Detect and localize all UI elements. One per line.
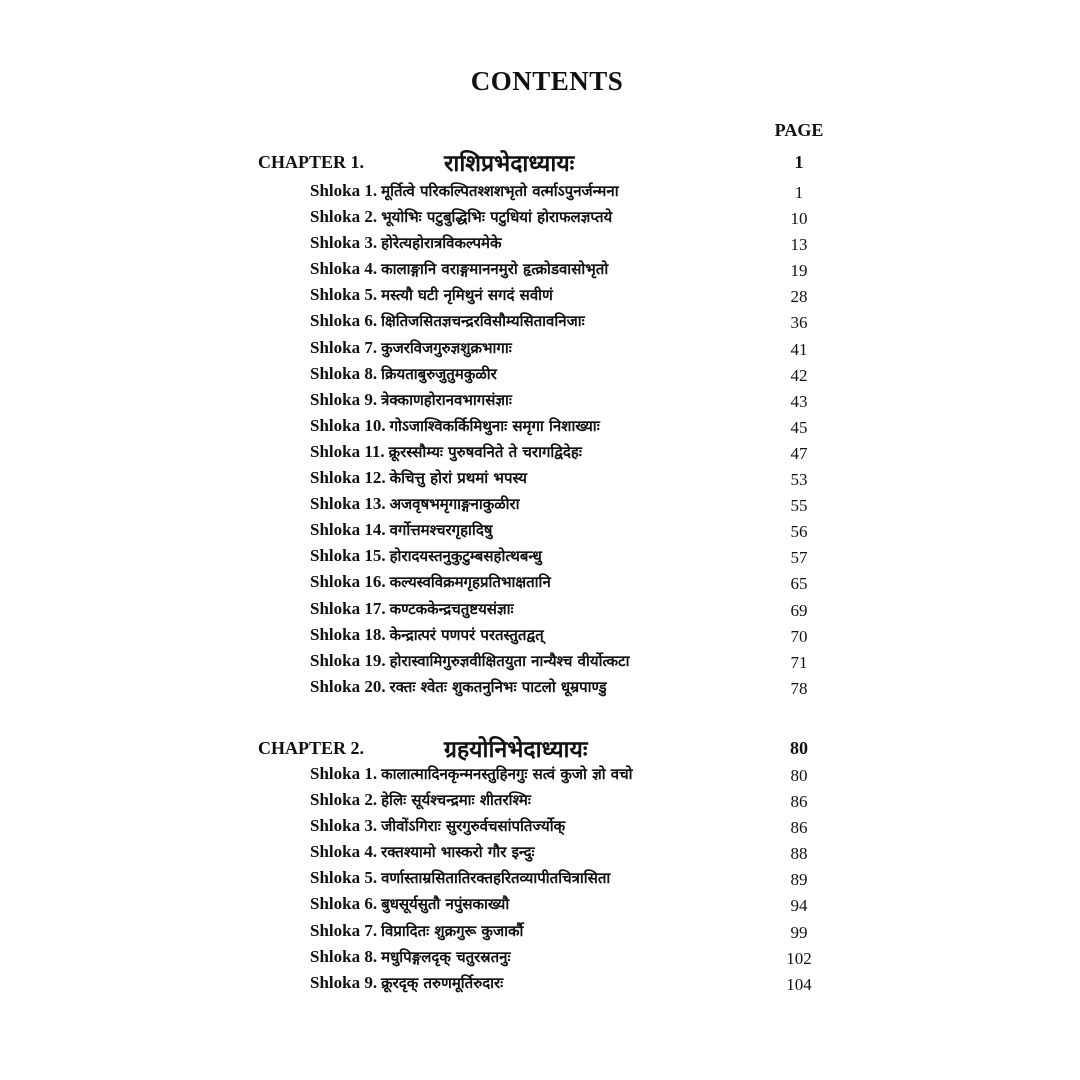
shloka-entry: [310, 207, 850, 233]
shloka-entry: [310, 546, 850, 572]
shloka-text: कण्टककेन्द्रचतुष्टयसंज्ञाः: [389, 599, 514, 618]
shloka-entry: [310, 181, 850, 207]
chapter-title: ग्रहयोनिभेदाध्यायः: [444, 737, 588, 763]
shloka-number: Shloka 12.: [310, 468, 386, 488]
shloka-number: Shloka 4.: [310, 842, 378, 862]
shloka-text: केचित्तु होरां प्रथमां भपस्य: [389, 469, 528, 488]
shloka-number: Shloka 8.: [310, 946, 378, 966]
shloka-entry: [310, 947, 850, 973]
shloka-number: Shloka 3.: [310, 816, 378, 836]
shloka-entry: [310, 285, 850, 311]
shloka-number: Shloka 1.: [310, 764, 378, 783]
shloka-text: वर्गोत्तमश्चरगृहादिषु: [389, 521, 493, 540]
shloka-number: Shloka 5.: [310, 868, 378, 888]
shloka-text: गोऽजाश्विकर्किमिथुनाः समृगा निशाख्याः: [389, 416, 600, 435]
shloka-number: Shloka 7.: [310, 920, 378, 940]
shloka-list: [310, 181, 850, 703]
shloka-number: Shloka 9.: [310, 389, 378, 409]
shloka-page-number: 10: [790, 209, 808, 229]
shloka-page-number: 28: [790, 287, 808, 307]
shloka-page-number: 99: [790, 922, 808, 942]
shloka-page-number: 102: [786, 948, 812, 968]
shloka-number: Shloka 7.: [310, 337, 378, 357]
shloka-number: Shloka 4.: [310, 259, 378, 279]
shloka-page-number: 55: [790, 496, 808, 516]
shloka-number: Shloka 10.: [310, 415, 386, 435]
shloka-entry: [310, 390, 850, 416]
shloka-number: Shloka 8.: [310, 363, 378, 383]
shloka-text: क्रूरदृक् तरुणमूर्तिरुदारः: [381, 973, 504, 992]
chapter-title: राशिप्रभेदाध्यायः: [444, 151, 575, 177]
shloka-number: Shloka 5.: [310, 285, 378, 305]
shloka-entry: [310, 468, 850, 494]
shloka-entry: [310, 520, 850, 546]
shloka-page-number: 47: [790, 443, 808, 463]
shloka-entry: [310, 816, 850, 842]
shloka-page-number: 36: [790, 313, 808, 333]
shloka-text: होरास्वामिगुरुज्ञवीक्षितयुता नान्यैश्च वीर्योत्कटा: [389, 651, 630, 670]
chapter-label: CHAPTER 2.: [258, 738, 365, 758]
shloka-number: Shloka 13.: [310, 494, 386, 514]
shloka-entry: [310, 625, 850, 651]
shloka-number: Shloka 2.: [310, 790, 378, 810]
shloka-page-number: 86: [790, 792, 808, 812]
chapter-page-number: 1: [794, 152, 804, 172]
chapter-label: CHAPTER 1.: [258, 152, 365, 172]
shloka-page-number: 80: [790, 766, 808, 785]
shloka-text: रक्तः श्वेतः शुकतनुनिभः पाटलो धूम्रपाण्डु: [389, 677, 607, 696]
shloka-number: Shloka 14.: [310, 520, 386, 540]
shloka-number: Shloka 20.: [310, 676, 386, 696]
shloka-entry: [310, 259, 850, 285]
shloka-page-number: 42: [790, 365, 808, 385]
shloka-page-number: 88: [790, 844, 808, 864]
shloka-number: Shloka 1.: [310, 181, 378, 200]
shloka-text: कुजरविजगुरुज्ञशुक्रभागाः: [381, 338, 512, 357]
shloka-entry: [310, 677, 850, 703]
shloka-text: होरेत्यहोरात्रविकल्पमेके: [381, 234, 502, 253]
shloka-entry: [310, 921, 850, 947]
shloka-text: रक्तश्यामो भास्करो गौर इन्दुः: [381, 843, 535, 862]
shloka-text: मधुपिङ्गलदृक् चतुरस्रतनुः: [381, 947, 511, 966]
shloka-number: Shloka 19.: [310, 650, 386, 670]
shloka-page-number: 104: [786, 974, 812, 994]
shloka-text: क्षितिजसितज्ञचन्द्ररविसौम्यसितावनिजाः: [381, 312, 585, 331]
shloka-text: अजवृषभमृगाङ्गनाकुळीरा: [389, 495, 520, 514]
shloka-text: क्रियताबुरुजुतुमकुळीर: [381, 364, 497, 383]
shloka-entry: [310, 764, 850, 790]
shloka-page-number: 71: [790, 652, 808, 672]
shloka-page-number: 56: [790, 522, 808, 542]
shloka-entry: [310, 599, 850, 625]
shloka-number: Shloka 17.: [310, 598, 386, 618]
shloka-page-number: 53: [790, 470, 808, 490]
shloka-page-number: 65: [790, 574, 808, 594]
shloka-entry: [310, 894, 850, 920]
shloka-page-number: 13: [790, 235, 808, 255]
shloka-number: Shloka 6.: [310, 311, 378, 331]
shloka-entry: [310, 442, 850, 468]
shloka-page-number: 41: [790, 339, 808, 359]
shloka-page-number: 94: [790, 896, 808, 916]
shloka-entry: [310, 790, 850, 816]
shloka-text: मस्त्यौ घटी नृमिथुनं सगदं सवीणं: [381, 286, 553, 305]
chapter-heading: [258, 146, 858, 178]
shloka-entry: [310, 311, 850, 337]
shloka-text: कालाङ्गानि वराङ्गमाननमुरो हृत्क्रोडवासोभृतो: [381, 260, 609, 279]
shloka-page-number: 19: [790, 261, 808, 281]
shloka-entry: [310, 494, 850, 520]
shloka-page-number: 69: [790, 600, 808, 620]
shloka-number: Shloka 3.: [310, 233, 378, 253]
shloka-text: बुधसूर्यसुतौ नपुंसकाख्यौ: [381, 895, 510, 914]
shloka-text: कालात्मादिनकृन्मनस्तुहिनगुः सत्वं कुजो ज्ञो वचो: [381, 765, 633, 783]
shloka-text: वर्णास्ताम्रसितातिरक्तहरितव्यापीतचित्रासिता: [381, 869, 611, 888]
shloka-number: Shloka 16.: [310, 572, 386, 592]
shloka-page-number: 86: [790, 818, 808, 838]
shloka-text: मूर्तित्वे परिकल्पितश्शशभृतो वर्त्माऽपुनर्जन्मना: [381, 182, 619, 200]
shloka-entry: [310, 868, 850, 894]
shloka-entry: [310, 842, 850, 868]
shloka-text: होरादयस्तनुकुटुम्बसहोत्थबन्धु: [389, 547, 542, 566]
shloka-number: Shloka 6.: [310, 894, 378, 914]
shloka-text: विप्रादितः शुक्रगुरू कुजार्कौ: [381, 921, 524, 940]
shloka-number: Shloka 11.: [310, 441, 385, 461]
shloka-text: क्रूरस्सौम्यः पुरुषवनिते ते चरागद्विदेहः: [388, 442, 582, 461]
shloka-page-number: 43: [790, 391, 808, 411]
shloka-entry: [310, 572, 850, 598]
shloka-text: कल्यस्वविक्रमगृहप्रतिभाक्षतानि: [389, 573, 551, 592]
shloka-text: केन्द्रात्परं पणपरं परतस्तुतद्वत्: [389, 625, 544, 644]
shloka-entry: [310, 973, 850, 999]
shloka-entry: [310, 233, 850, 259]
shloka-number: Shloka 15.: [310, 546, 386, 566]
page-column-header: PAGE: [774, 120, 824, 140]
shloka-page-number: 70: [790, 626, 808, 646]
shloka-text: भूयोभिः पटुबुद्धिभिः पटुधियां होराफलज्ञप्तये: [381, 208, 613, 227]
shloka-entry: [310, 416, 850, 442]
chapter-page-number: 80: [790, 738, 808, 758]
page-title: CONTENTS: [470, 66, 624, 96]
shloka-entry: [310, 364, 850, 390]
shloka-number: Shloka 9.: [310, 972, 378, 992]
shloka-page-number: 57: [790, 548, 808, 568]
shloka-page-number: 78: [790, 678, 808, 698]
shloka-list: [310, 764, 850, 999]
shloka-number: Shloka 2.: [310, 207, 378, 227]
shloka-page-number: 89: [790, 870, 808, 890]
shloka-text: त्रेक्काणहोरानवभागसंज्ञाः: [381, 390, 512, 409]
shloka-number: Shloka 18.: [310, 624, 386, 644]
shloka-page-number: 1: [794, 183, 804, 202]
shloka-text: हेलिः सूर्यश्चन्द्रमाः शीतरश्मिः: [381, 791, 531, 810]
chapter-heading: [258, 732, 858, 764]
shloka-text: जीवोंऽगिराः सुरगुरुर्वचसांपतिर्ज्योक्: [381, 817, 566, 836]
shloka-entry: [310, 651, 850, 677]
shloka-page-number: 45: [790, 417, 808, 437]
shloka-entry: [310, 338, 850, 364]
